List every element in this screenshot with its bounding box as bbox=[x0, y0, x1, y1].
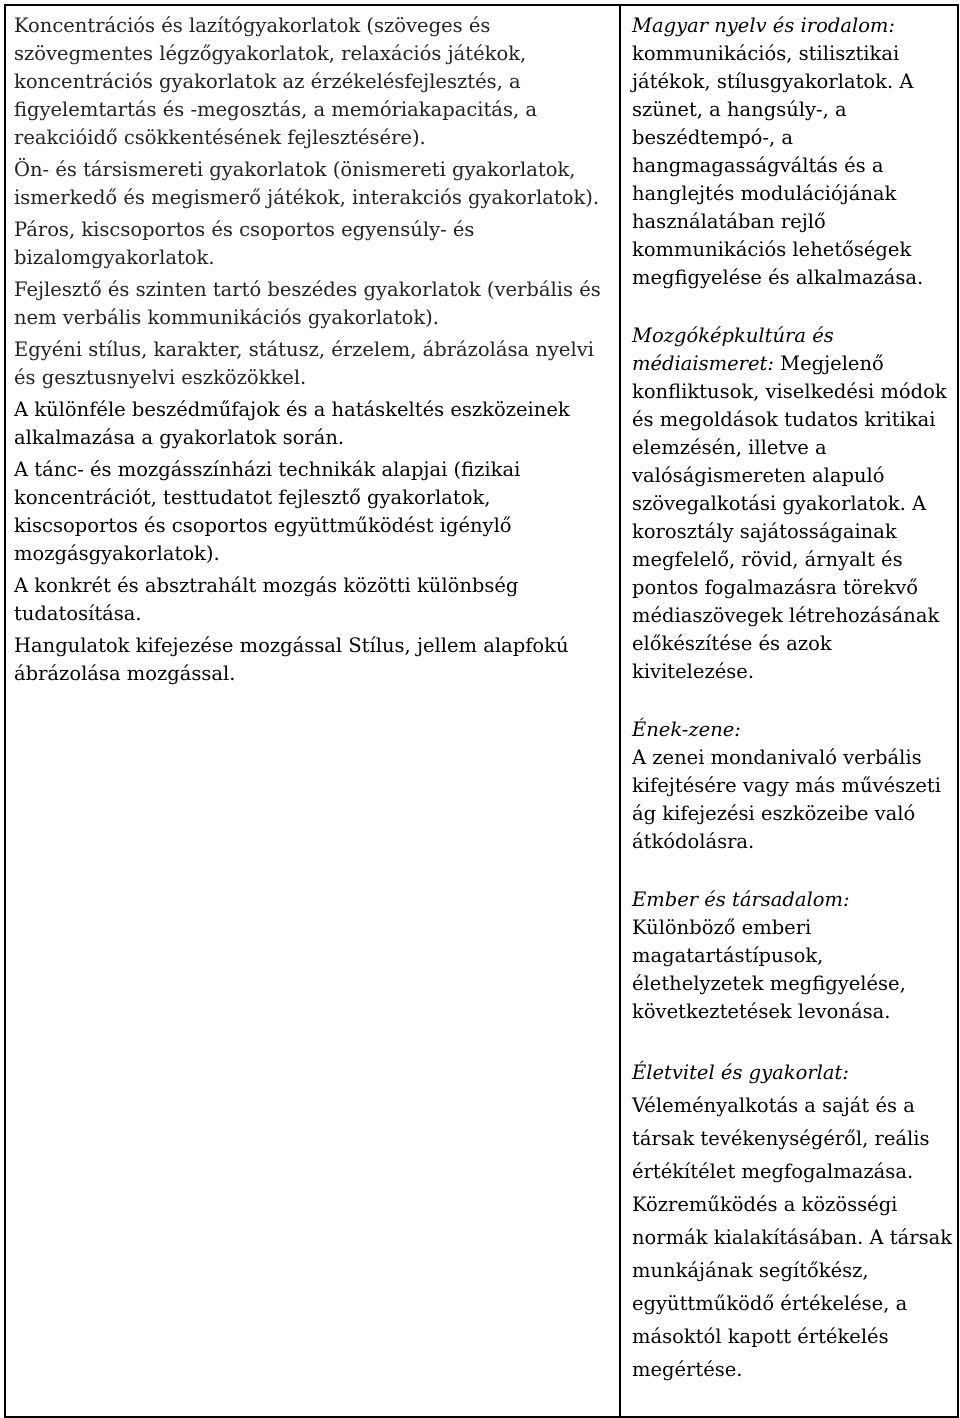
section-label: Ének-zene: bbox=[632, 718, 741, 741]
document-page bbox=[4, 4, 957, 1407]
section-text: kommunikációs, stilisztikai játékok, stílusgyakorlatok. A szünet, a hangsúly-, a beszédtempó-, a hangmagasságváltás és a hanglejtés modulációjának használatában rejlő kommunikációs lehetőségek megfigyelése és alkalmazása. bbox=[632, 42, 924, 289]
activity-paragraph: A konkrét és absztrahált mozgás közötti különbség tudatosítása. bbox=[14, 574, 519, 625]
table-row bbox=[5, 5, 958, 1417]
connection-section bbox=[632, 716, 953, 856]
connection-section bbox=[632, 886, 953, 1026]
activities-cell bbox=[5, 5, 620, 1417]
connection-section bbox=[632, 1056, 953, 1386]
section-label: Életvitel és gyakorlat: bbox=[632, 1061, 849, 1084]
section-text: A zenei mondanivaló verbális kifejtésére vagy más művészeti ág kifejezési eszközeibe való átkódolásra. bbox=[632, 746, 942, 853]
activity-paragraph: Fejlesztő és szinten tartó beszédes gyakorlatok (verbális és nem verbális kommunikációs gyakorlatok). bbox=[14, 278, 601, 329]
activity-paragraph: A tánc- és mozgásszínházi technikák alapjai (fizikai koncentrációt, testtudatot fejlesztő gyakorlatok, kiscsoportos és csoportos együttműködést igénylő mozgásgyakorlatok). bbox=[14, 458, 521, 565]
activity-paragraph: Páros, kiscsoportos és csoportos egyensúly- és bizalomgyakorlatok. bbox=[14, 218, 475, 269]
section-label: Mozgóképkultúra és médiaismeret: bbox=[632, 324, 834, 375]
section-label: Magyar nyelv és irodalom: bbox=[632, 14, 895, 37]
connection-section bbox=[632, 322, 953, 686]
content-table bbox=[4, 4, 959, 1418]
activity-paragraph: Egyéni stílus, karakter, státusz, érzelem, ábrázolása nyelvi és gesztusnyelvi eszközökkel. bbox=[14, 338, 594, 389]
section-text: Véleményalkotás a saját és a társak tevékenységéről, reális értékítélet megfogalmazása. Közreműködés a közösségi normák kialakításában. A társak munkájának segítőkész, együttműködő értékelése, a másoktól kapott értékelés megértése. bbox=[632, 1094, 953, 1381]
activity-paragraph: Koncentrációs és lazítógyakorlatok (szöveges és szövegmentes légzőgyakorlatok, relaxációs játékok, koncentrációs gyakorlatok az érzékelésfejlesztés, a figyelemtartás és -megosztás, a memóriakapacitás, a reakcióidő csökkentésének fejlesztésére). bbox=[14, 14, 537, 149]
section-label: Ember és társadalom: bbox=[632, 888, 850, 911]
section-text: Megjelenő konfliktusok, viselkedési módok és megoldások tudatos kritikai elemzésén, illetve a valóságismereten alapuló szövegalkotási gyakorlatok. A korosztály sajátosságainak megfelelő, rövid, árnyalt és pontos fogalmazásra törekvő médiaszövegek létrehozásának előkészítése és azok kivitelezése. bbox=[632, 352, 947, 683]
connections-cell bbox=[620, 5, 958, 1417]
activity-paragraph: Hangulatok kifejezése mozgással Stílus, jellem alapfokú ábrázolása mozgással. bbox=[14, 634, 569, 685]
activity-paragraph: A különféle beszédműfajok és a hatáskeltés eszközeinek alkalmazása a gyakorlatok során. bbox=[14, 398, 570, 449]
section-text: Különböző emberi magatartástípusok, élethelyzetek megfigyelése, következtetések levonása. bbox=[632, 916, 906, 1023]
connection-section bbox=[632, 12, 953, 292]
activity-paragraph: Ön- és társismereti gyakorlatok (önismereti gyakorlatok, ismerkedő és megismerő játékok, interakciós gyakorlatok). bbox=[14, 158, 600, 209]
